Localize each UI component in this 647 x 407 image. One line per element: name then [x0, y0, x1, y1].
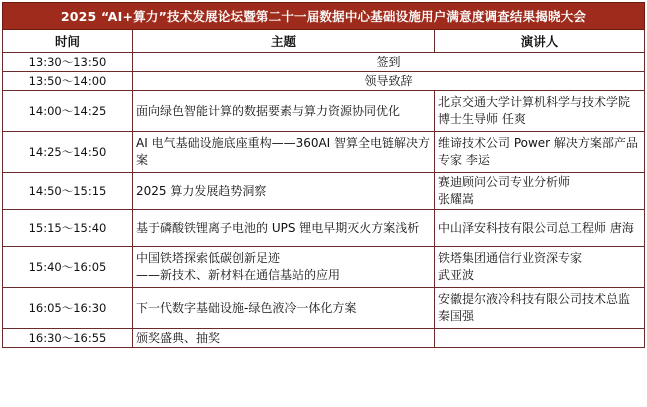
row-time: 16:30〜16:55: [3, 329, 133, 348]
table-row: [3, 91, 645, 132]
title-row: [3, 3, 645, 30]
row-topic: 面向绿色智能计算的数据要素与算力资源协同优化: [133, 91, 435, 132]
row-time: 16:05〜16:30: [3, 288, 133, 329]
row-topic: 领导致辞: [133, 72, 645, 91]
row-speaker: 赛迪顾问公司专业分析师 张耀嵩: [435, 173, 645, 210]
row-speaker: 安徽提尔液冷科技有限公司技术总监 秦国强: [435, 288, 645, 329]
agenda-table: [2, 2, 645, 348]
row-time: 13:30〜13:50: [3, 53, 133, 72]
row-speaker: [435, 329, 645, 348]
row-topic: 中国铁塔探索低碳创新足迹 ——新技术、新材料在通信基站的应用: [133, 247, 435, 288]
table-row: [3, 173, 645, 210]
table-row: [3, 329, 645, 348]
table-row: [3, 132, 645, 173]
row-time: 15:15〜15:40: [3, 210, 133, 247]
row-time: 13:50〜14:00: [3, 72, 133, 91]
agenda-container: [2, 2, 644, 348]
header-row: [3, 30, 645, 53]
row-speaker: 铁塔集团通信行业资深专家 武亚波: [435, 247, 645, 288]
row-time: 14:50〜15:15: [3, 173, 133, 210]
row-time: 15:40〜16:05: [3, 247, 133, 288]
table-row: [3, 72, 645, 91]
row-time: 14:00〜14:25: [3, 91, 133, 132]
row-topic: 签到: [133, 53, 645, 72]
table-row: [3, 53, 645, 72]
row-speaker: 北京交通大学计算机科学与技术学院博士生导师 任爽: [435, 91, 645, 132]
table-row: [3, 247, 645, 288]
header-time: 时间: [3, 30, 133, 53]
header-speaker: 演讲人: [435, 30, 645, 53]
row-topic: 基于磷酸铁锂离子电池的 UPS 锂电早期灭火方案浅析: [133, 210, 435, 247]
row-topic: AI 电气基础设施底座重构——360AI 智算全电链解决方案: [133, 132, 435, 173]
table-row: [3, 288, 645, 329]
row-topic: 颁奖盛典、抽奖: [133, 329, 435, 348]
agenda-title: 2025 “AI+算力”技术发展论坛暨第二十一届数据中心基础设施用户满意度调查结果揭晓大会: [3, 3, 645, 30]
row-topic: 下一代数字基础设施-绿色液冷一体化方案: [133, 288, 435, 329]
row-speaker: 维谛技术公司 Power 解决方案部产品专家 李运: [435, 132, 645, 173]
row-time: 14:25〜14:50: [3, 132, 133, 173]
row-topic: 2025 算力发展趋势洞察: [133, 173, 435, 210]
table-row: [3, 210, 645, 247]
header-topic: 主题: [133, 30, 435, 53]
row-speaker: 中山泽安科技有限公司总工程师 唐海: [435, 210, 645, 247]
